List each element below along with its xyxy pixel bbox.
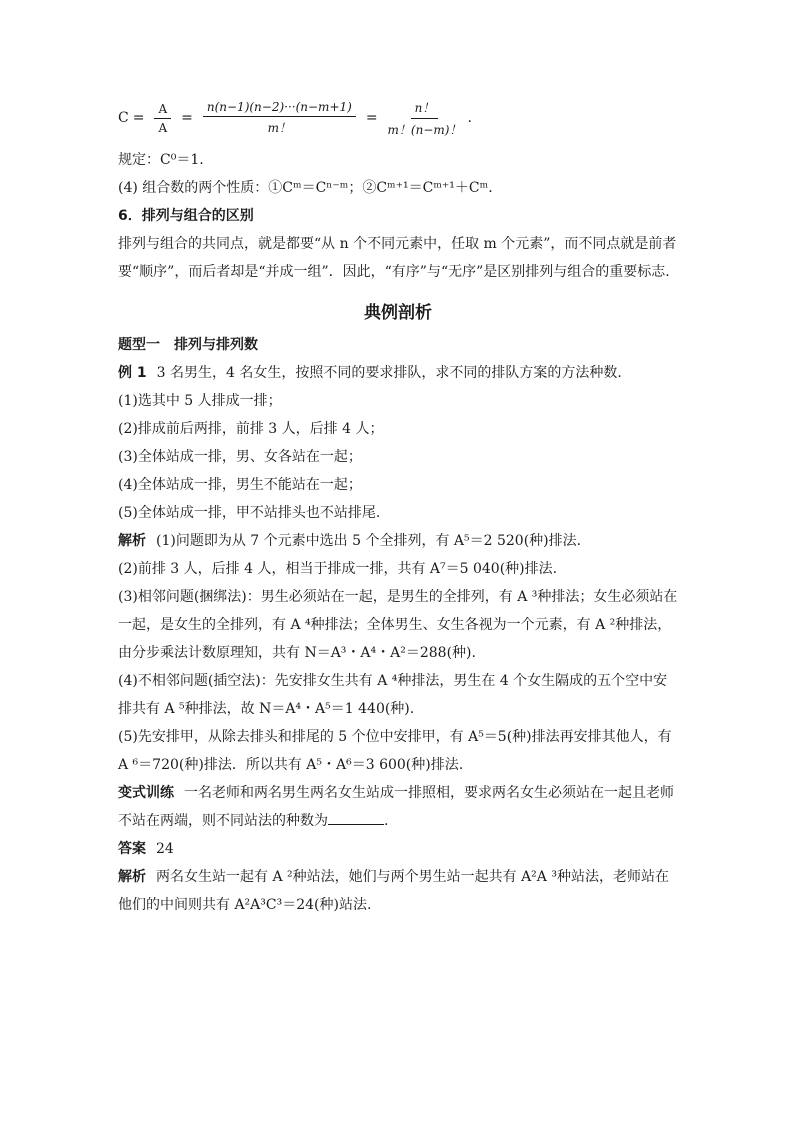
analysis-variant-label: 解析 — [118, 869, 146, 885]
main-title: 典例剖析 — [364, 303, 432, 323]
question-1: (1)选其中 5 人排成一排； — [118, 393, 282, 409]
section-6-title: 6．排列与组合的区别 — [118, 208, 254, 224]
analysis-variant-text: 两名女生站一起有 A ²种站法，她们与两个男生站一起共有 A²A ³种站法，老师站在他们的中间则共有 A²A³C³＝24(种)站法. — [118, 869, 669, 913]
combination-formula: C = $\frac{A}{A}$ = $\frac{n(n-1)(n-2)\cdot\cdot\cdot(n-m+1)}{m!}$ = $\frac{n!}{m!(n-m)!}$ . — [118, 100, 472, 137]
answer-label: 答案 — [118, 841, 146, 857]
formula-fraction-2: $\frac{n(n-1)(n-2)\cdot\cdot\cdot(n-m+1)}{m!}$ — [203, 100, 356, 136]
analysis-2: (2)前排 3 人，后排 4 人，相当于排成一排，共有 A⁷＝5 040(种)排法. — [118, 561, 558, 577]
analysis-3: (3)相邻问题(捆绑法)：男生必须站在一起，是男生的全排列，有 A ³种排法；女生必须站在一起，是女生的全排列，有 A ⁴种排法；全体男生、女生各视为一个元素，有 A ²种排法，由分步乘法计数原理知，共有 N＝A³・A⁴・A²＝288(种). — [118, 589, 678, 661]
question-4: (4)全体站成一排，男生不能站在一起； — [118, 477, 362, 493]
variant-text: 一名老师和两名男生两名女生站成一排照相，要求两名女生必须站在一起且老师不站在两端，则不同站法的种数为 — [118, 785, 674, 829]
question-3: (3)全体站成一排，男、女各站在一起； — [118, 449, 362, 465]
example-label: 例 1 — [118, 365, 147, 381]
type-1-title: 题型一 排列与排列数 — [118, 337, 258, 353]
analysis-1 — [118, 527, 678, 555]
variant-label: 变式训练 — [118, 785, 174, 801]
analysis-5: (5)先安排甲，从除去排头和排尾的 5 个位中安排甲，有 A⁵＝5(种)排法再安排其他人，有 A ⁶＝720(种)排法．所以共有 A⁵・A⁶＝3 600(种)排法. — [118, 729, 672, 773]
variant-training: 变式训练 一名老师和两名男生两名女生站成一排照相，要求两名女生必须站在一起且老师不站在两端，则不同站法的种数为 . — [118, 785, 674, 829]
rule-line: 规定：C⁰＝1. — [118, 152, 204, 168]
example-text: 3 名男生，4 名女生，按照不同的要求排队，求不同的排队方案的方法种数. — [156, 365, 622, 381]
answer-blank — [328, 810, 384, 825]
analysis-1-text: (1)问题即为从 7 个元素中选出 5 个全排列，有 A⁵＝2 520(种)排法. — [156, 533, 582, 549]
formula-fraction-3: $\frac{n!}{m!(n-m)!}$ — [387, 100, 462, 137]
analysis-label: 解析 — [118, 533, 146, 549]
section-6-body: 排列与组合的共同点，就是都要“从 n 个不同元素中，任取 m 个元素”，而不同点就是前者要“顺序”，而后者却是“并成一组”．因此，“有序”与“无序”是区别排列与组合的重要标志. — [118, 236, 677, 280]
question-2: (2)排成前后两排，前排 3 人，后排 4 人； — [118, 421, 384, 437]
analysis-variant — [118, 863, 678, 919]
analysis-4: (4)不相邻问题(插空法)：先安排女生共有 A ⁴种排法，男生在 4 个女生隔成的五个空中安排共有 A ⁵种排法，故 N＝A⁴・A⁵＝1 440(种). — [118, 673, 668, 717]
answer-value: 24 — [156, 841, 174, 857]
property-line: (4) 组合数的两个性质：①Cᵐ＝Cⁿ⁻ᵐ；②Cᵐ⁺¹＝Cᵐ⁺¹＋Cᵐ. — [118, 180, 493, 196]
formula-lhs: C — [118, 110, 129, 126]
formula-fraction-1: $\frac{A}{A}$ — [154, 102, 171, 135]
document-page — [118, 90, 678, 919]
example-1 — [118, 359, 678, 387]
question-5: (5)全体站成一排，甲不站排头也不站排尾. — [118, 505, 381, 521]
answer-line — [118, 835, 678, 863]
